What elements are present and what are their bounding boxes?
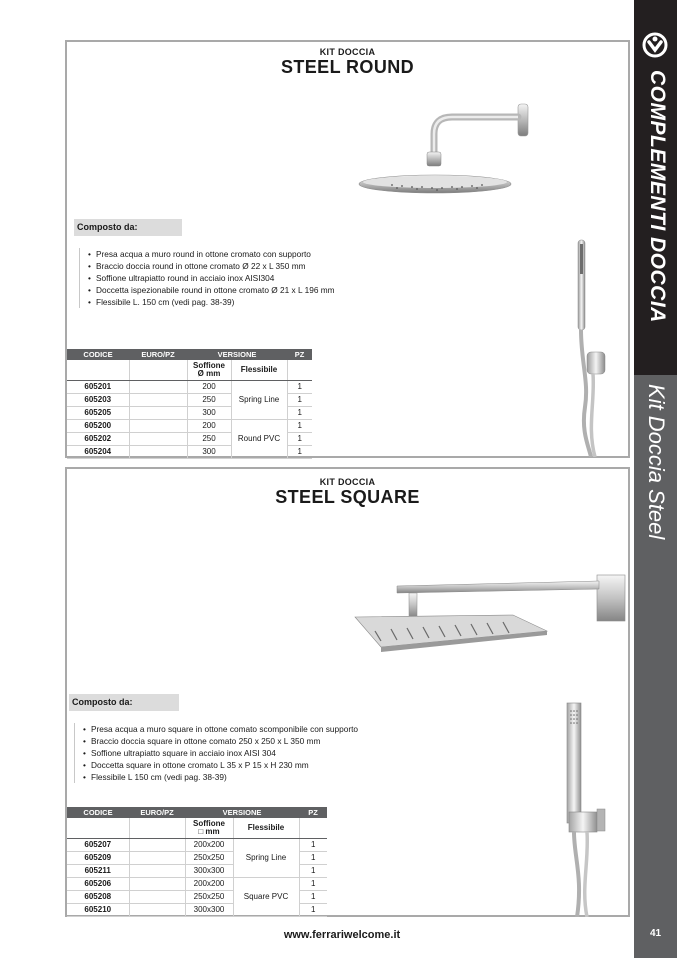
table-row: 605202 250 1 bbox=[67, 432, 312, 445]
flessibile-group: Spring Line bbox=[231, 380, 287, 419]
subheader-flessibile: Flessibile bbox=[233, 818, 299, 838]
sidebar-section-subtitle: Kit Doccia Steel bbox=[644, 384, 669, 540]
round-shower-head-image bbox=[352, 92, 542, 202]
table-row: 605207 200x200 Spring Line 1 bbox=[67, 838, 327, 851]
hand-shower-square-image bbox=[557, 697, 617, 917]
column-header-euro: EURO/PZ bbox=[129, 349, 187, 360]
list-item: • Braccio doccia round in ottone cromato Ø 22 x L 350 mm bbox=[88, 260, 419, 272]
list-item: • Flessibile L 150 cm (vedi pag. 38-39) bbox=[83, 771, 434, 783]
column-header-versione: VERSIONE bbox=[187, 349, 287, 360]
table-row: 605201 200 Spring Line 1 bbox=[67, 380, 312, 393]
subheader-flessibile: Flessibile bbox=[231, 360, 287, 380]
table-row: 605204 300 1 bbox=[67, 445, 312, 458]
column-header-pz: PZ bbox=[287, 349, 312, 360]
column-header-codice: CODICE bbox=[67, 349, 129, 360]
composition-label: Composto da: bbox=[69, 694, 179, 711]
sidebar-category-title: COMPLEMENTI DOCCIA bbox=[646, 70, 669, 323]
page-number: 41 bbox=[649, 928, 662, 939]
list-item: • Soffione ultrapiatto square in acciaio inox AISI 304 bbox=[83, 747, 434, 759]
table-row: 605200 200 Round PVC 1 bbox=[67, 419, 312, 432]
brand-logo-icon bbox=[640, 30, 670, 60]
flessibile-group: Square PVC bbox=[233, 877, 299, 916]
hand-shower-round-image bbox=[567, 232, 617, 457]
square-shower-head-image bbox=[335, 569, 630, 669]
table-row: 605208 250x250 1 bbox=[67, 890, 327, 903]
component-list bbox=[79, 248, 419, 308]
composition-label: Composto da: bbox=[74, 219, 182, 236]
table-row: 605206 200x200 Square PVC 1 bbox=[67, 877, 327, 890]
kit-label: KIT DOCCIA bbox=[319, 47, 376, 57]
product-title: STEEL SQUARE bbox=[275, 487, 420, 507]
product-spec-table bbox=[67, 807, 327, 917]
flessibile-group: Spring Line bbox=[233, 838, 299, 877]
table-row: 605203 250 1 bbox=[67, 393, 312, 406]
list-item: • Presa acqua a muro square in ottone comato scomponibile con supporto bbox=[83, 723, 434, 735]
table-row: 605211 300x300 1 bbox=[67, 864, 327, 877]
list-item: • Flessibile L. 150 cm (vedi pag. 38-39) bbox=[88, 296, 419, 308]
website-link[interactable]: www.ferrariwelcome.it bbox=[283, 929, 401, 941]
flessibile-group: Round PVC bbox=[231, 419, 287, 458]
list-item: • Soffione ultrapiatto round in acciaio inox AISI304 bbox=[88, 272, 419, 284]
list-item: • Presa acqua a muro round in ottone cromato con supporto bbox=[88, 248, 419, 260]
product-title: STEEL ROUND bbox=[280, 57, 415, 77]
product-spec-table bbox=[67, 349, 312, 459]
category-sidebar bbox=[634, 0, 677, 958]
column-header-pz: PZ bbox=[299, 807, 327, 818]
component-list bbox=[74, 723, 434, 783]
subheader-soffione: Soffione □ mm bbox=[185, 818, 233, 838]
list-item: • Braccio doccia square in ottone comato 250 x 250 x L 350 mm bbox=[83, 735, 434, 747]
product-panel-steel-square bbox=[65, 467, 630, 917]
column-header-euro: EURO/PZ bbox=[129, 807, 185, 818]
list-item: • Doccetta square in ottone cromato L 35 x P 15 x H 230 mm bbox=[83, 759, 434, 771]
table-row: 605209 250x250 1 bbox=[67, 851, 327, 864]
kit-label: KIT DOCCIA bbox=[319, 477, 376, 487]
list-item: • Doccetta ispezionabile round in ottone cromato Ø 21 x L 196 mm bbox=[88, 284, 419, 296]
product-panel-steel-round bbox=[65, 40, 630, 458]
table-row: 605210 300x300 1 bbox=[67, 903, 327, 916]
column-header-codice: CODICE bbox=[67, 807, 129, 818]
table-row: 605205 300 1 bbox=[67, 406, 312, 419]
subheader-soffione: Soffione Ø mm bbox=[187, 360, 231, 380]
column-header-versione: VERSIONE bbox=[185, 807, 299, 818]
